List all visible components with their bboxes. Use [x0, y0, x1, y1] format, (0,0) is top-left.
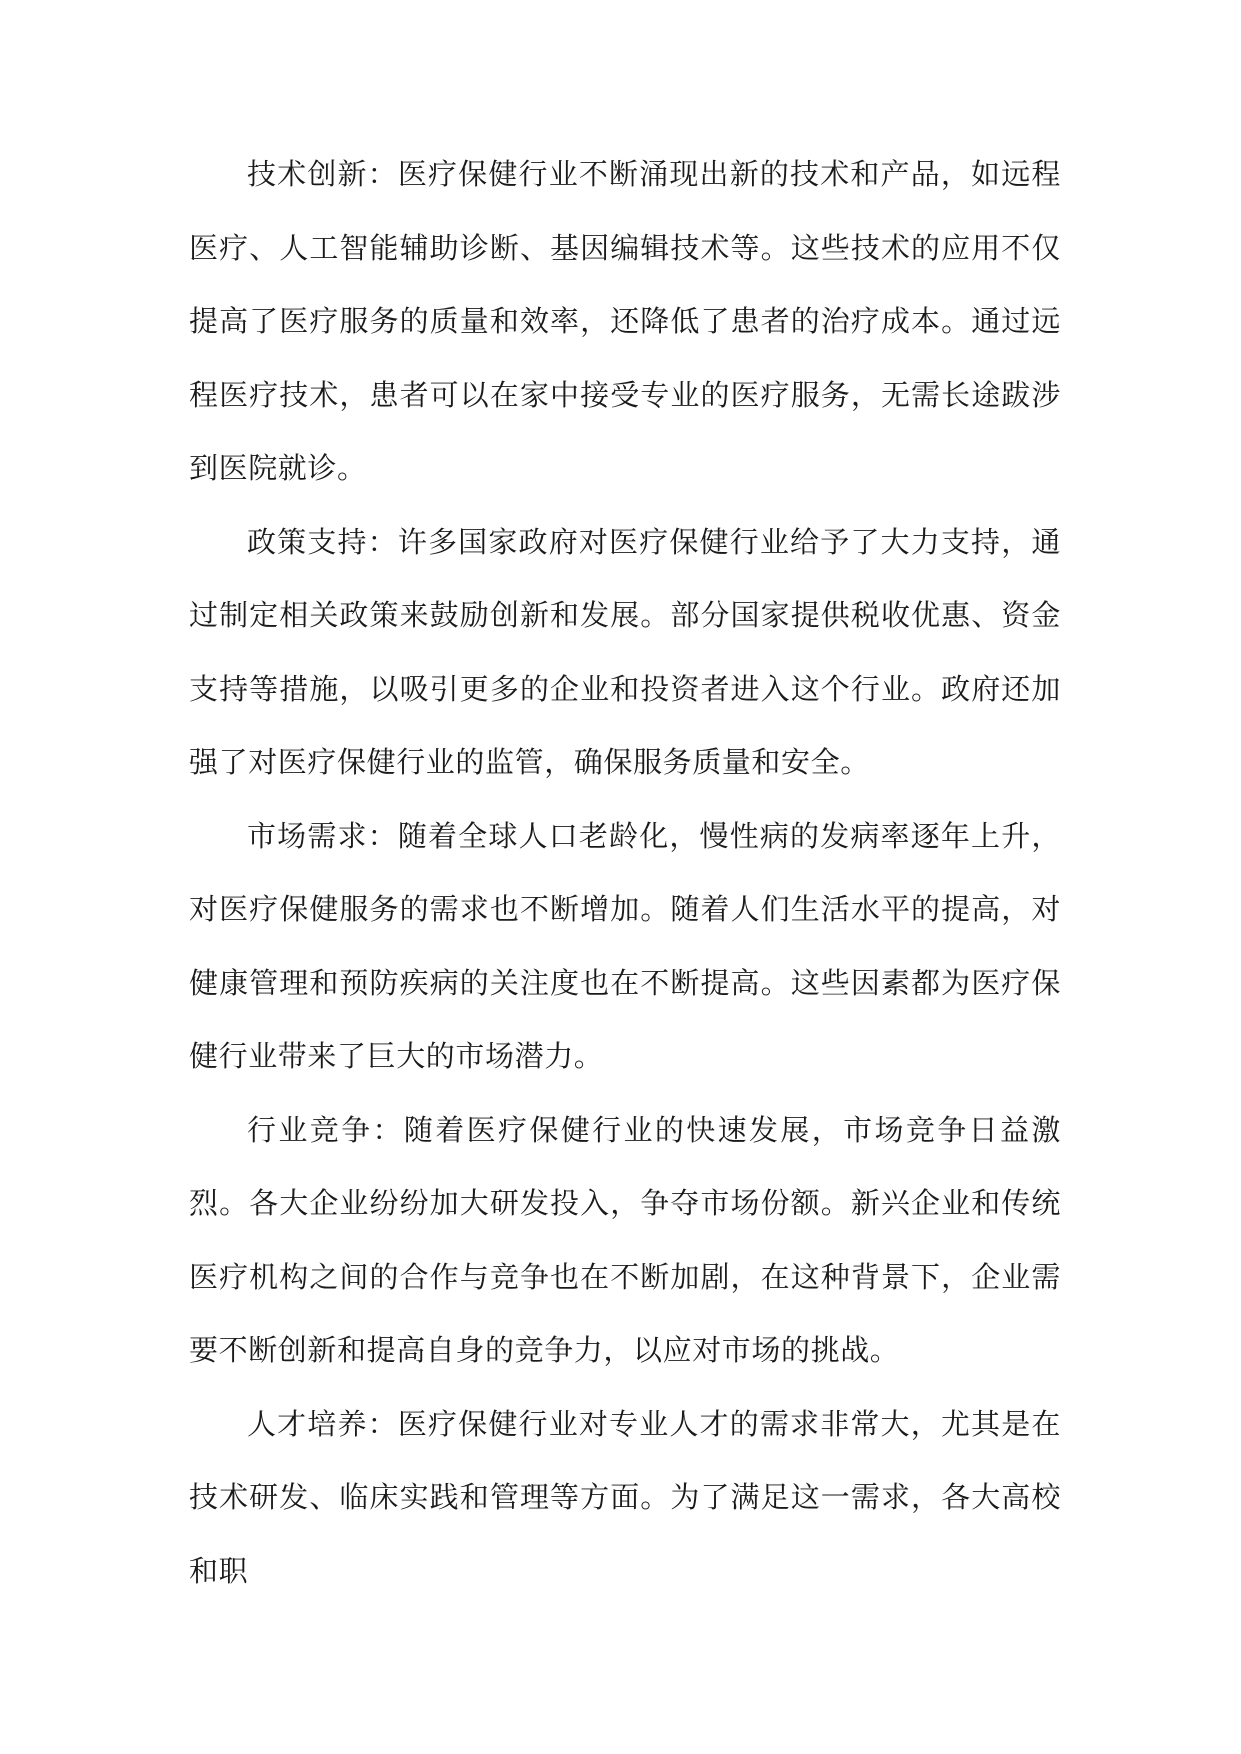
- paragraph-market-demand: 市场需求：随着全球人口老龄化，慢性病的发病率逐年上升，对医疗保健服务的需求也不断增加。随着人们生活水平的提高，对健康管理和预防疾病的关注度也在不断提高。这些因素都为医疗保健行业带来了巨大的市场潜力。: [189, 818, 1061, 1073]
- paragraph-talent-cultivation: 人才培养：医疗保健行业对专业人才的需求非常大，尤其是在技术研发、临床实践和管理等方面。为了满足这一需求，各大高校和职: [189, 1406, 1061, 1588]
- paragraph-industry-competition: 行业竞争：随着医疗保健行业的快速发展，市场竞争日益激烈。各大企业纷纷加大研发投入，争夺市场份额。新兴企业和传统医疗机构之间的合作与竞争也在不断加剧，在这种背景下，企业需要不断创新和提高自身的竞争力，以应对市场的挑战。: [189, 1112, 1061, 1367]
- document-body: [189, 138, 1061, 1608]
- paragraph-technology-innovation: 技术创新：医疗保健行业不断涌现出新的技术和产品，如远程医疗、人工智能辅助诊断、基因编辑技术等。这些技术的应用不仅提高了医疗服务的质量和效率，还降低了患者的治疗成本。通过远程医疗技术，患者可以在家中接受专业的医疗服务，无需长途跋涉到医院就诊。: [189, 157, 1061, 485]
- paragraph-policy-support: 政策支持：许多国家政府对医疗保健行业给予了大力支持，通过制定相关政策来鼓励创新和发展。部分国家提供税收优惠、资金支持等措施，以吸引更多的企业和投资者进入这个行业。政府还加强了对医疗保健行业的监管，确保服务质量和安全。: [189, 524, 1061, 779]
